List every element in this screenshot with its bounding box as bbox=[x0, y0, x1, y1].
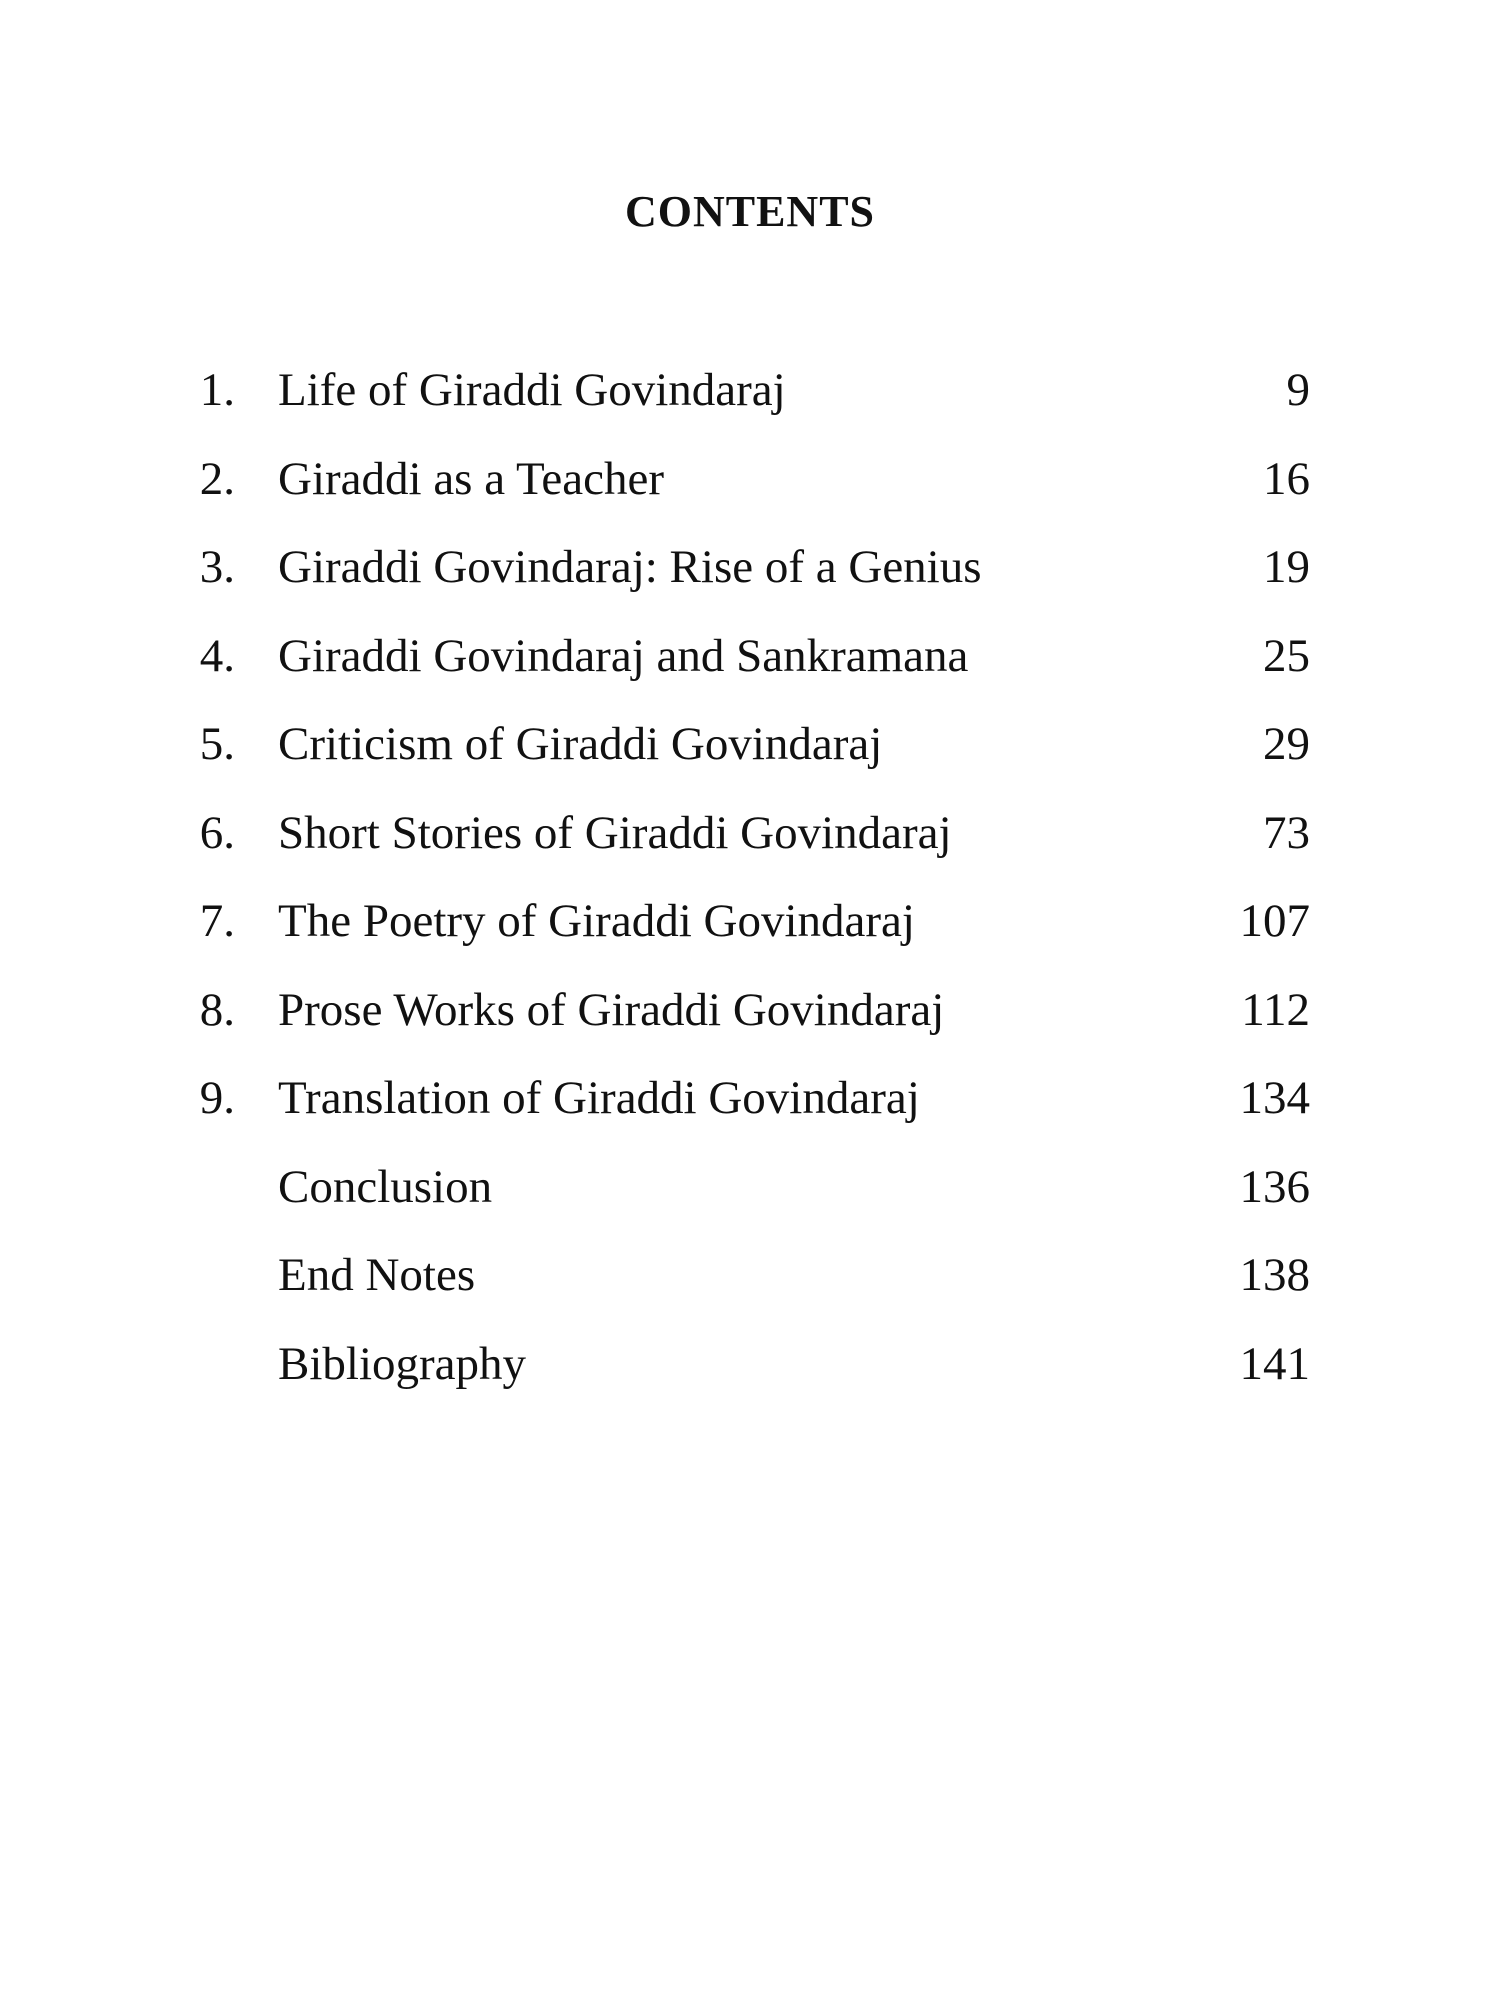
toc-entry-title: Conclusion bbox=[278, 1160, 493, 1213]
toc-entry-number: 7. bbox=[199, 895, 235, 947]
toc-entry-number: 8. bbox=[199, 983, 235, 1036]
toc-entry-page: 112 bbox=[1241, 983, 1310, 1036]
toc-entry bbox=[0, 534, 1500, 623]
toc-entry-number: 9. bbox=[199, 1072, 235, 1124]
toc-entry-number: 1. bbox=[199, 364, 235, 416]
toc-entry-title: Prose Works of Giraddi Govindaraj bbox=[278, 983, 945, 1036]
toc-entry-page: 107 bbox=[1239, 895, 1310, 947]
page-title: CONTENTS bbox=[624, 187, 876, 236]
toc-entry bbox=[0, 1154, 1500, 1243]
toc-entry-title: Short Stories of Giraddi Govindaraj bbox=[278, 806, 952, 859]
toc-entry-page: 16 bbox=[1263, 452, 1310, 505]
toc-entry-title: Life of Giraddi Govindaraj bbox=[278, 364, 786, 416]
toc-entry-page: 138 bbox=[1239, 1249, 1310, 1301]
toc-entry-number: 3. bbox=[199, 541, 235, 593]
toc-entry-number: 6. bbox=[199, 806, 235, 859]
table-of-contents bbox=[0, 357, 1500, 1419]
toc-entry-title: The Poetry of Giraddi Govindaraj bbox=[278, 895, 915, 947]
toc-entry bbox=[0, 1065, 1500, 1154]
toc-entry-title: End Notes bbox=[278, 1249, 476, 1301]
toc-entry-page: 29 bbox=[1263, 718, 1310, 770]
toc-entry bbox=[0, 977, 1500, 1066]
toc-entry bbox=[0, 1242, 1500, 1331]
toc-entry bbox=[0, 623, 1500, 712]
toc-entry bbox=[0, 888, 1500, 977]
toc-entry-title: Criticism of Giraddi Govindaraj bbox=[278, 718, 883, 770]
toc-entry bbox=[0, 800, 1500, 889]
toc-entry-number: 4. bbox=[199, 629, 235, 682]
toc-entry-page: 19 bbox=[1263, 541, 1310, 593]
toc-entry-number: 5. bbox=[199, 718, 235, 770]
toc-entry-page: 9 bbox=[1286, 364, 1310, 416]
toc-entry-page: 136 bbox=[1239, 1160, 1310, 1213]
toc-entry-number: 2. bbox=[199, 452, 235, 505]
toc-entry-page: 141 bbox=[1239, 1337, 1310, 1390]
toc-entry-page: 134 bbox=[1239, 1072, 1310, 1124]
toc-entry-title: Giraddi as a Teacher bbox=[278, 452, 665, 505]
toc-entry-title: Giraddi Govindaraj and Sankramana bbox=[278, 629, 969, 682]
toc-entry-page: 25 bbox=[1263, 629, 1310, 682]
toc-entry-title: Giraddi Govindaraj: Rise of a Genius bbox=[278, 541, 982, 593]
toc-entry-page: 73 bbox=[1263, 806, 1310, 859]
toc-entry-title: Bibliography bbox=[278, 1337, 527, 1390]
toc-entry bbox=[0, 711, 1500, 800]
toc-entry bbox=[0, 357, 1500, 446]
toc-entry-title: Translation of Giraddi Govindaraj bbox=[278, 1072, 920, 1124]
toc-entry bbox=[0, 1331, 1500, 1420]
toc-entry bbox=[0, 446, 1500, 535]
